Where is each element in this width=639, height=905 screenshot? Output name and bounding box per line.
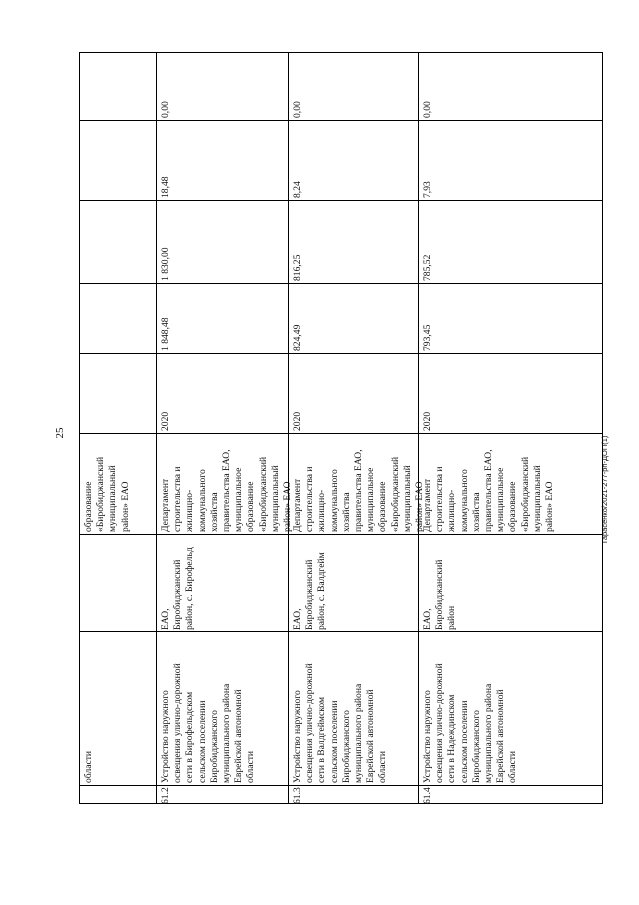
row1-regional-cell (156, 122, 288, 198)
row3-federal-cell (418, 202, 602, 281)
row2-year: 2020 (292, 411, 303, 431)
row1-location: ЕАО, Биробиджанский район, с. Бирофельд (160, 547, 196, 630)
row2-no-cell (288, 786, 418, 804)
row0-name: области (83, 750, 94, 783)
col-divider-regional (80, 200, 602, 201)
row2-customer: Департамент строительства и жилищно- коммунального хозяйства правительства ЕАО, муниципальное образование «Биробиджанский муниципальный район» ЕАО (292, 449, 426, 532)
row3-year-cell (418, 355, 602, 431)
row2-year-cell (288, 355, 418, 431)
project-table (79, 52, 603, 804)
row3-location-cell (418, 536, 602, 630)
row3-customer-cell (418, 436, 602, 532)
row3-location: ЕАО, Биробиджанский район (422, 559, 458, 630)
row1-local-cell (156, 55, 288, 118)
row3-name-cell (418, 633, 602, 783)
col-divider-location (80, 631, 602, 632)
row3-total: 793,45 (422, 324, 433, 351)
row2-name: Устройство наружного освещения улично-дорожной сети в Валдгеймском сельском поселении Биробиджанского муниципального района Еврейской автономной области (292, 663, 389, 783)
page-number: 25 (54, 427, 66, 439)
col-divider-customer (80, 534, 602, 535)
row3-no-cell (418, 786, 602, 804)
row1-no: 61.2 (160, 787, 171, 804)
row1-year: 2020 (160, 411, 171, 431)
row1-location-cell (156, 536, 288, 630)
row1-regional: 18,48 (160, 176, 171, 198)
row1-federal-cell (156, 202, 288, 281)
col-divider-year (80, 433, 602, 434)
row2-federal-cell (288, 202, 418, 281)
row2-federal: 816,25 (292, 254, 303, 281)
col-divider-local (80, 120, 602, 121)
row2-location-cell (288, 536, 418, 630)
row3-no: 61.4 (422, 787, 433, 804)
row1-name-cell (156, 633, 288, 783)
row1-total-cell (156, 285, 288, 351)
row2-local-cell (288, 55, 418, 118)
row3-regional: 7,93 (422, 181, 433, 198)
row2-total: 824,49 (292, 324, 303, 351)
row3-year: 2020 (422, 411, 433, 431)
row1-federal: 1 830,00 (160, 247, 171, 281)
col-divider-federal (80, 283, 602, 284)
row1-year-cell (156, 355, 288, 431)
row2-total-cell (288, 285, 418, 351)
row1-customer: Департамент строительства и жилищно- коммунального хозяйства правительства ЕАО, муниципальное образование «Биробиджанский муниципальный район» ЕАО (160, 449, 294, 532)
row2-customer-cell (288, 436, 426, 532)
row2-no: 61.3 (292, 787, 303, 804)
row3-local-cell (418, 55, 602, 118)
row3-federal: 785,52 (422, 254, 433, 281)
row2-regional-cell (288, 122, 418, 198)
row0-customer: образование «Биробиджанский муниципальный район» ЕАО (83, 456, 131, 532)
row3-name: Устройство наружного освещения улично-дорожной сети в Надеждинском сельском поселении Биробиджанского муниципального района Еврейской автономной области (422, 663, 519, 783)
row0-name-cell (80, 633, 156, 783)
col-divider-total (80, 353, 602, 354)
row0-customer-cell (80, 436, 156, 532)
row3-total-cell (418, 285, 602, 351)
row2-location: ЕАО, Биробиджанский район, с. Валдгейм (292, 552, 328, 630)
row3-customer: Департамент строительства и жилищно- коммунального хозяйства правительства ЕАО, муниципальное образование «Биробиджанский муниципальный район» ЕАО (422, 449, 556, 532)
row1-customer-cell (156, 436, 294, 532)
row2-local: 0,00 (292, 101, 303, 118)
side-stamp-text: Тарасенко/2021-277-рп-ДОП(1) (600, 435, 609, 545)
row1-name: Устройство наружного освещения улично-дорожной сети в Бирофельдском сельском поселении Биробиджанского муниципального района Еврейской автономной области (160, 663, 257, 783)
row1-no-cell (156, 786, 288, 804)
row1-local: 0,00 (160, 101, 171, 118)
row2-name-cell (288, 633, 418, 783)
row1-total: 1 848,48 (160, 317, 171, 351)
row3-regional-cell (418, 122, 602, 198)
row2-regional: 8,24 (292, 181, 303, 198)
row3-local: 0,00 (422, 101, 433, 118)
